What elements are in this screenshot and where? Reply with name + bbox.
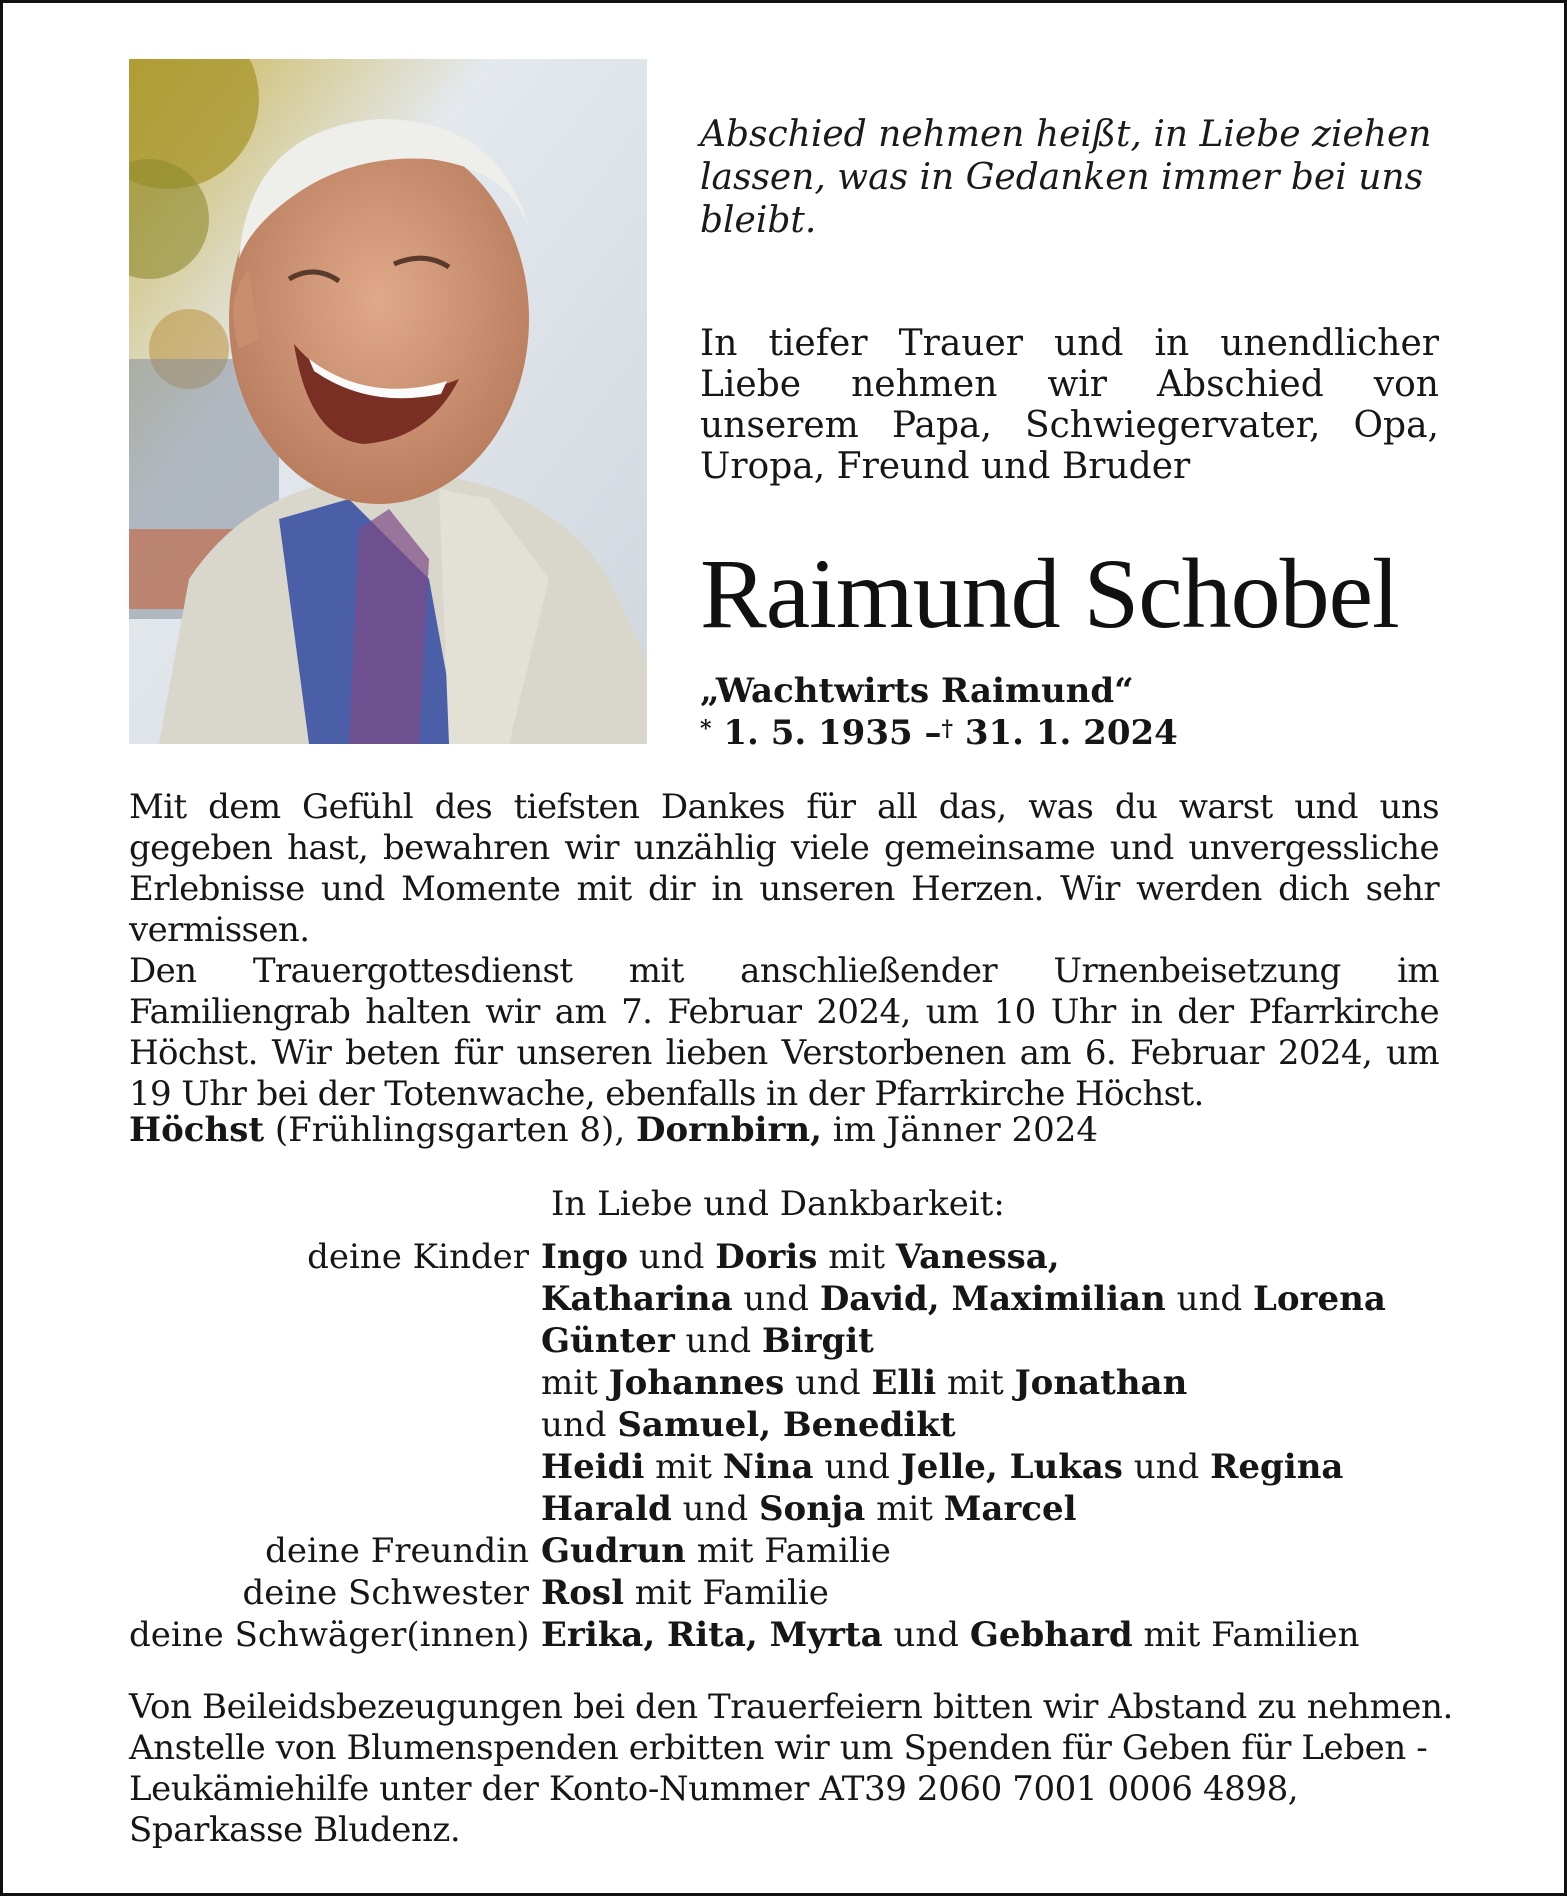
family-member-name: Nina [722, 1447, 814, 1487]
family-connector: und [671, 1489, 759, 1529]
family-role [129, 1488, 541, 1530]
family-members [541, 1614, 1360, 1656]
family-connector: und [628, 1237, 716, 1277]
family-member-name: Lorena [1252, 1279, 1386, 1319]
family-connector: mit [644, 1447, 723, 1487]
closing-line-3: Leukämiehilfe unter der Konto-Nummer AT39 2060 7001 0006 4898, [129, 1769, 1299, 1809]
family-connector: mit Familie [685, 1531, 891, 1571]
body-text [129, 787, 1439, 1115]
life-dates [700, 713, 1178, 753]
family-connector: und [732, 1279, 820, 1319]
family-member-name: Katharina [541, 1279, 733, 1319]
family-connector: mit [817, 1237, 896, 1277]
birth-symbol: * [700, 716, 712, 742]
family-member-name: Heidi [541, 1447, 645, 1487]
family-row [129, 1236, 1529, 1278]
family-member-name: Harald [541, 1489, 672, 1529]
family-row [129, 1530, 1529, 1572]
family-connector: mit [865, 1489, 944, 1529]
family-member-name: Rosl [541, 1573, 624, 1613]
death-symbol: † [941, 716, 954, 742]
portrait-illustration [129, 59, 647, 744]
deceased-name: Raimund Schobel [700, 538, 1399, 649]
closing-text [129, 1687, 1459, 1851]
death-date: 31. 1. 2024 [964, 713, 1178, 753]
family-row [129, 1320, 1529, 1362]
closing-line-2: Anstelle von Blumenspenden erbitten wir um Spenden für Geben für Leben - [129, 1728, 1428, 1768]
family-member-name: Jelle, Lukas [900, 1447, 1123, 1487]
family-member-name: Samuel, Benedikt [617, 1405, 956, 1445]
body-paragraph-1: Mit dem Gefühl des tiefsten Dankes für all das, was du warst und uns gegeben hast, bewahren wir unzählig viele gemeinsame und unvergessliche Erlebnisse und Momente mit dir in unseren Herzen. Wir werden dich sehr vermissen. [129, 787, 1439, 950]
family-connector: mit Familie [624, 1573, 829, 1613]
family-role: deine Schwester [242, 1573, 529, 1613]
family-member-name: Birgit [761, 1321, 874, 1361]
family-list [129, 1236, 1529, 1656]
family-members [541, 1404, 956, 1446]
family-members [541, 1236, 1060, 1278]
family-connector: und [541, 1405, 618, 1445]
family-connector: und [1122, 1447, 1211, 1487]
body-paragraph-2: Den Trauergottesdienst mit anschließender Urnenbeisetzung im Familiengrab halten wir am 7. Februar 2024, um 10 Uhr in der Pfarrkirche Höchst. Wir beten für unseren lieben Verstorbenen am 6. Februar 2024, um 19 Uhr bei der Totenwache, ebenfalls in der Pfarrkirche Höchst. [129, 951, 1439, 1114]
family-row [129, 1446, 1529, 1488]
place-town-1: Höchst [129, 1110, 265, 1150]
family-connector: und [882, 1615, 970, 1655]
family-member-name: Günter [541, 1321, 675, 1361]
intro-text: In tiefer Trauer und in unendlicher Liebe nehmen wir Abschied von unserem Papa, Schwiegervater, Opa, Uropa, Freund und Bruder [700, 323, 1439, 487]
family-role [129, 1404, 541, 1446]
closing-line-4: Sparkasse Bludenz. [129, 1810, 461, 1850]
family-connector: und [674, 1321, 762, 1361]
family-row [129, 1488, 1529, 1530]
family-member-name: Ingo [541, 1237, 629, 1277]
place-town-2: Dornbirn, [635, 1110, 822, 1150]
closing-line-1: Von Beileidsbezeugungen bei den Trauerfeiern bitten wir Abstand zu nehmen. [129, 1687, 1453, 1727]
quote-line-1: Abschied nehmen heißt, in Liebe ziehen [700, 114, 1432, 155]
family-connector: und [1165, 1279, 1253, 1319]
family-member-name: Elli [871, 1363, 937, 1403]
family-row [129, 1404, 1529, 1446]
deceased-nickname: „Wachtwirts Raimund“ [700, 671, 1134, 711]
quote-line-2: lassen, was in Gedanken immer bei uns bleibt. [700, 157, 1424, 241]
birth-date: 1. 5. 1935 [723, 713, 913, 753]
family-members [541, 1362, 1187, 1404]
family-members [541, 1278, 1386, 1320]
family-member-name: Marcel [943, 1489, 1077, 1529]
family-member-name: Erika, Rita, Myrta [541, 1615, 883, 1655]
family-connector: und [784, 1363, 872, 1403]
family-member-name: Sonja [758, 1489, 866, 1529]
family-member-name: Regina [1210, 1447, 1344, 1487]
portrait-photo [129, 59, 647, 744]
family-role: deine Schwäger(innen) [129, 1615, 530, 1655]
date-separator: – [924, 713, 942, 753]
family-connector: und [813, 1447, 901, 1487]
family-connector: mit Familien [1132, 1615, 1360, 1655]
family-member-name: Gebhard [969, 1615, 1133, 1655]
family-members [541, 1530, 891, 1572]
family-members [541, 1446, 1343, 1488]
place-address: (Frühlingsgarten 8), [274, 1110, 626, 1150]
family-role: deine Kinder [307, 1237, 529, 1277]
family-connector: mit [936, 1363, 1015, 1403]
family-role [129, 1320, 541, 1362]
family-members [541, 1320, 874, 1362]
family-row [129, 1614, 1529, 1656]
quote [700, 113, 1460, 242]
family-connector: mit [541, 1363, 609, 1403]
family-member-name: Jonathan [1014, 1363, 1188, 1403]
family-members [541, 1488, 1077, 1530]
signoff: In Liebe und Dankbarkeit: [551, 1184, 1005, 1224]
family-role [129, 1446, 541, 1488]
family-row [129, 1278, 1529, 1320]
family-row [129, 1362, 1529, 1404]
family-member-name: David, Maximilian [819, 1279, 1166, 1319]
family-role [129, 1362, 541, 1404]
family-member-name: Vanessa, [895, 1237, 1060, 1277]
place-date: im Jänner 2024 [832, 1110, 1099, 1150]
family-member-name: Gudrun [541, 1531, 686, 1571]
family-role: deine Freundin [265, 1531, 529, 1571]
family-member-name: Doris [715, 1237, 818, 1277]
family-members [541, 1572, 829, 1614]
family-role [129, 1278, 541, 1320]
family-row [129, 1572, 1529, 1614]
place-date-line [129, 1110, 1098, 1151]
family-member-name: Johannes [608, 1363, 785, 1403]
